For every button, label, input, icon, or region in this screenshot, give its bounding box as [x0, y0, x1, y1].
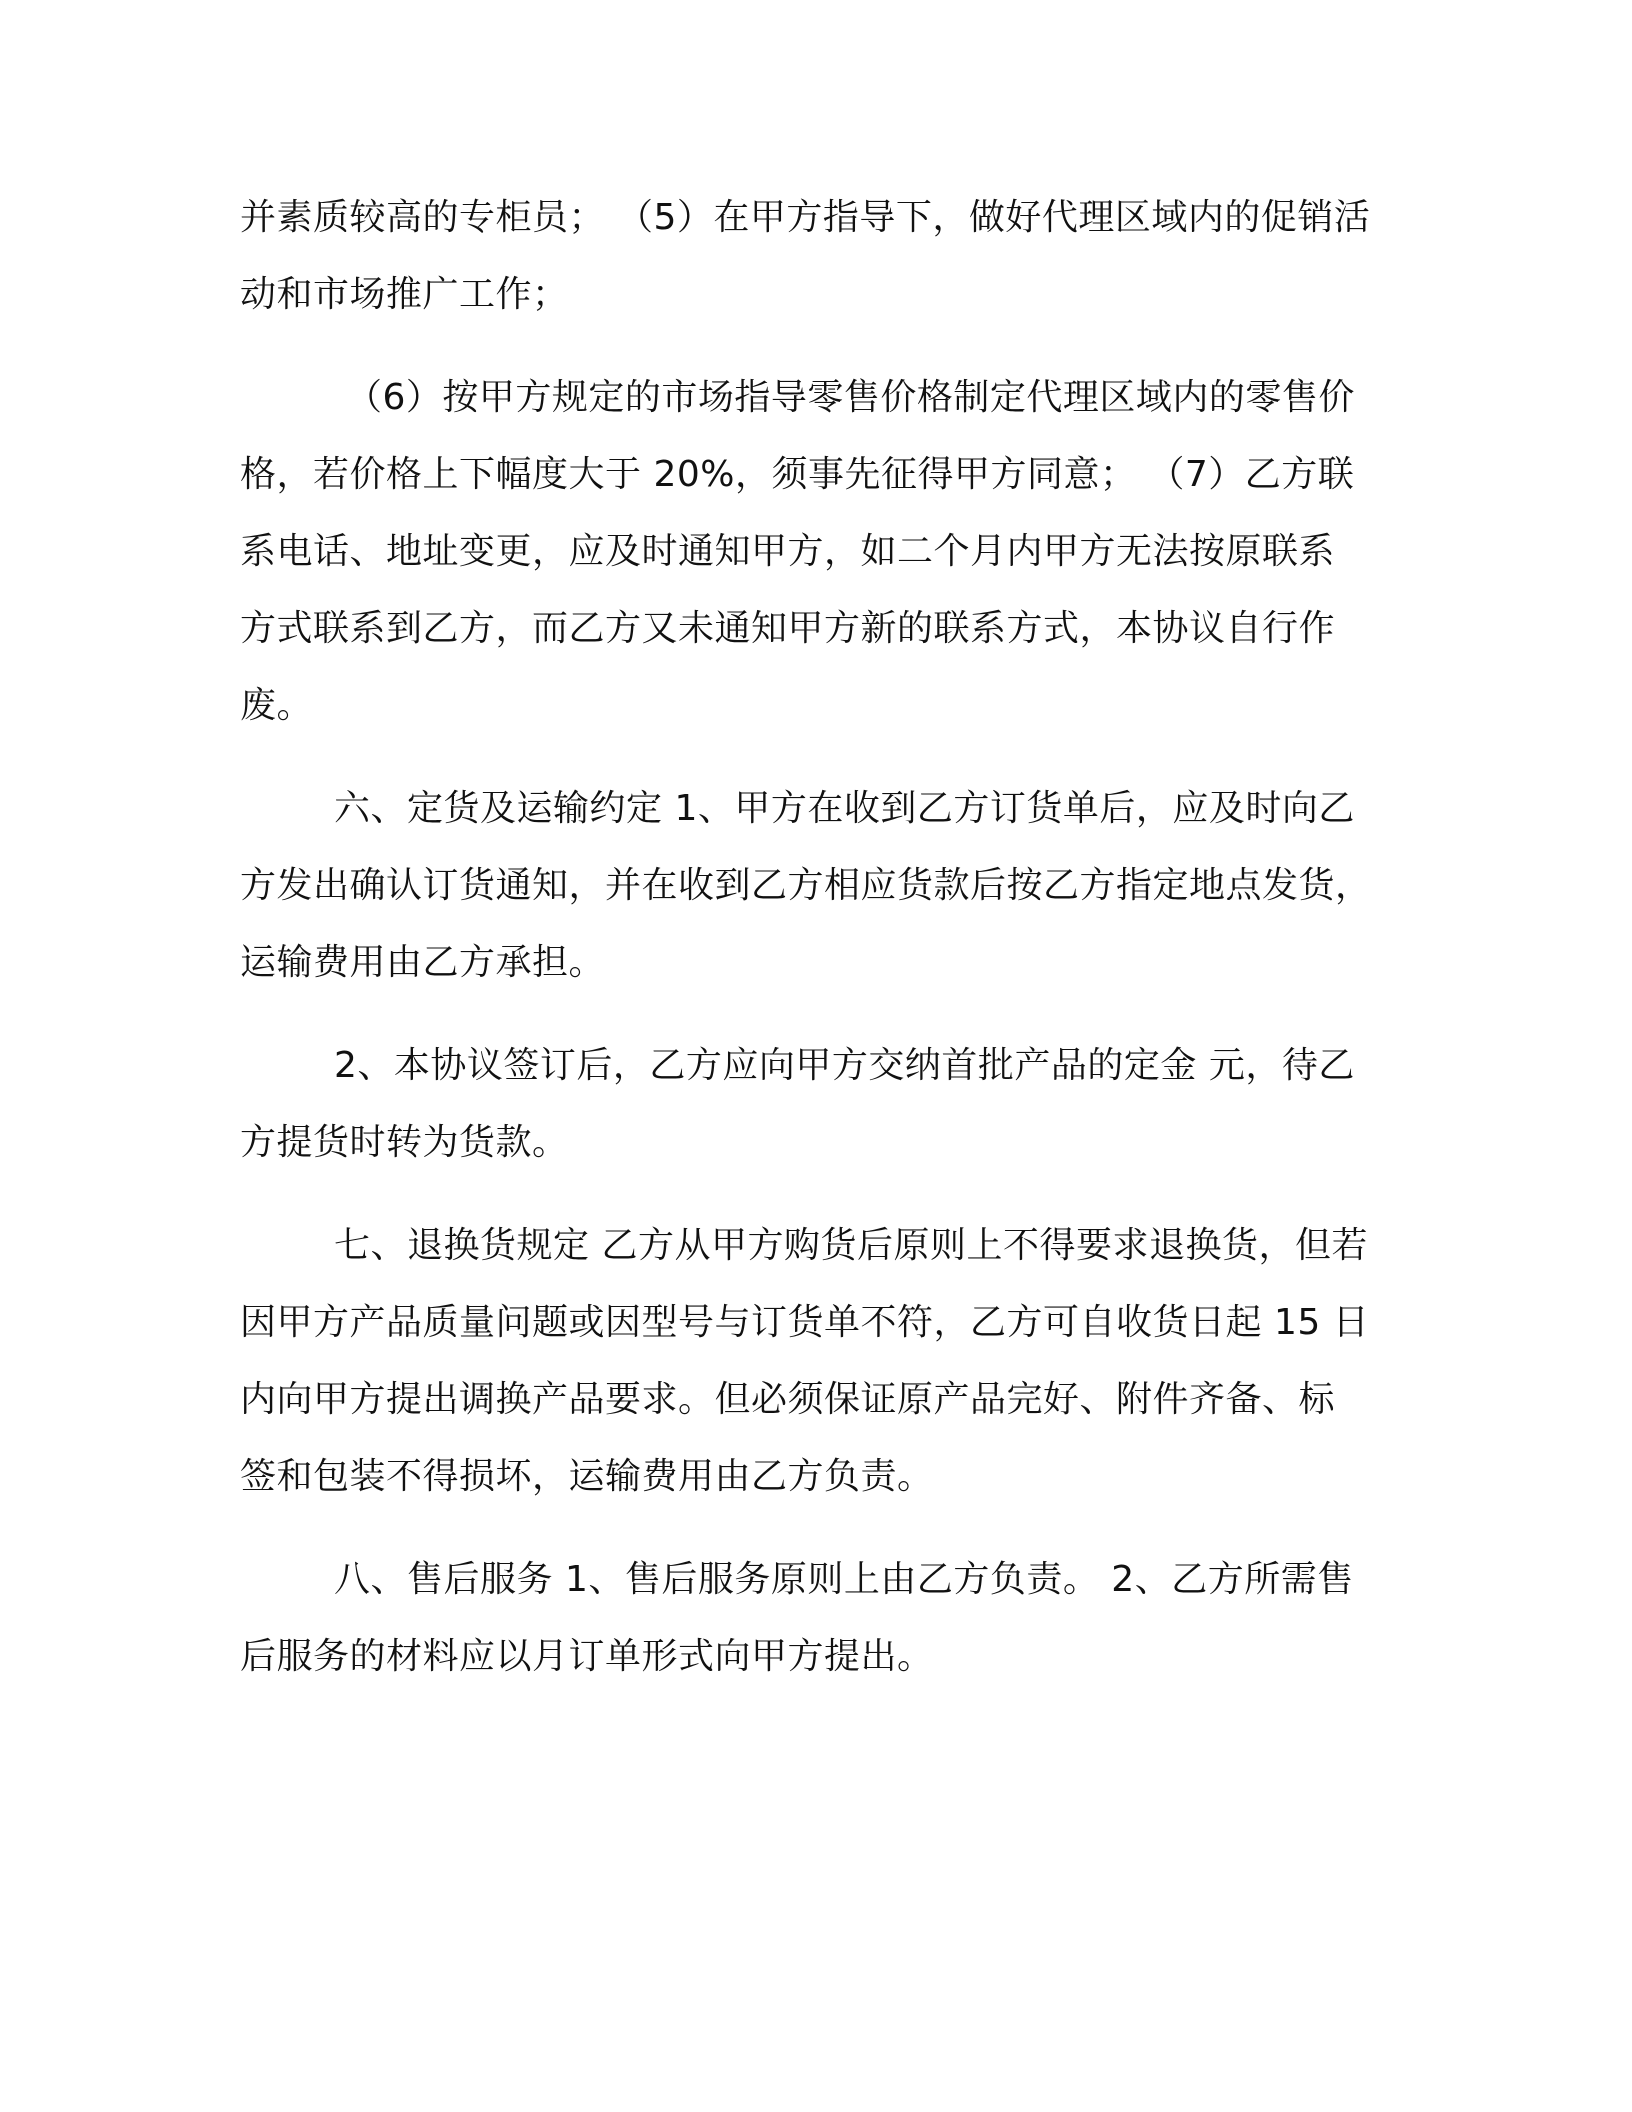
- text-line: 八、售后服务 1、售后服务原则上由乙方负责。 2、乙方所需售: [334, 1559, 1354, 1600]
- text-line: 方式联系到乙方，而乙方又未通知甲方新的联系方式，本协议自行作: [240, 608, 1336, 649]
- text-line: 并素质较高的专柜员； （5）在甲方指导下，做好代理区域内的促销活: [240, 197, 1371, 238]
- text-line: 系电话、地址变更，应及时通知甲方，如二个月内甲方无法按原联系: [240, 531, 1336, 572]
- text-line: 方提货时转为货款。: [240, 1122, 569, 1163]
- text-line: 运输费用由乙方承担。: [240, 942, 606, 983]
- text-line: 签和包装不得损坏，运输费用由乙方负责。: [240, 1456, 934, 1497]
- text-line: 七、退换货规定 乙方从甲方购货后原则上不得要求退换货，但若: [334, 1225, 1368, 1266]
- text-line: 方发出确认订货通知，并在收到乙方相应货款后按乙方指定地点发货，: [240, 865, 1372, 906]
- text-line: （6）按甲方规定的市场指导零售价格制定代理区域内的零售价: [346, 377, 1355, 418]
- text-line: 废。: [240, 685, 314, 726]
- text-line: 六、定货及运输约定 1、甲方在收到乙方订货单后，应及时向乙: [334, 788, 1355, 829]
- text-line: 后服务的材料应以月订单形式向甲方提出。: [240, 1636, 934, 1677]
- text-line: 动和市场推广工作；: [240, 274, 569, 315]
- text-line: 格，若价格上下幅度大于 20%，须事先征得甲方同意； （7）乙方联: [240, 454, 1355, 495]
- text-line: 2、本协议签订后，乙方应向甲方交纳首批产品的定金 元，待乙: [334, 1045, 1355, 1086]
- text-line: 因甲方产品质量问题或因型号与订货单不符，乙方可自收货日起 15 日: [240, 1302, 1370, 1343]
- text-line: 内向甲方提出调换产品要求。但必须保证原产品完好、附件齐备、标: [240, 1379, 1336, 1420]
